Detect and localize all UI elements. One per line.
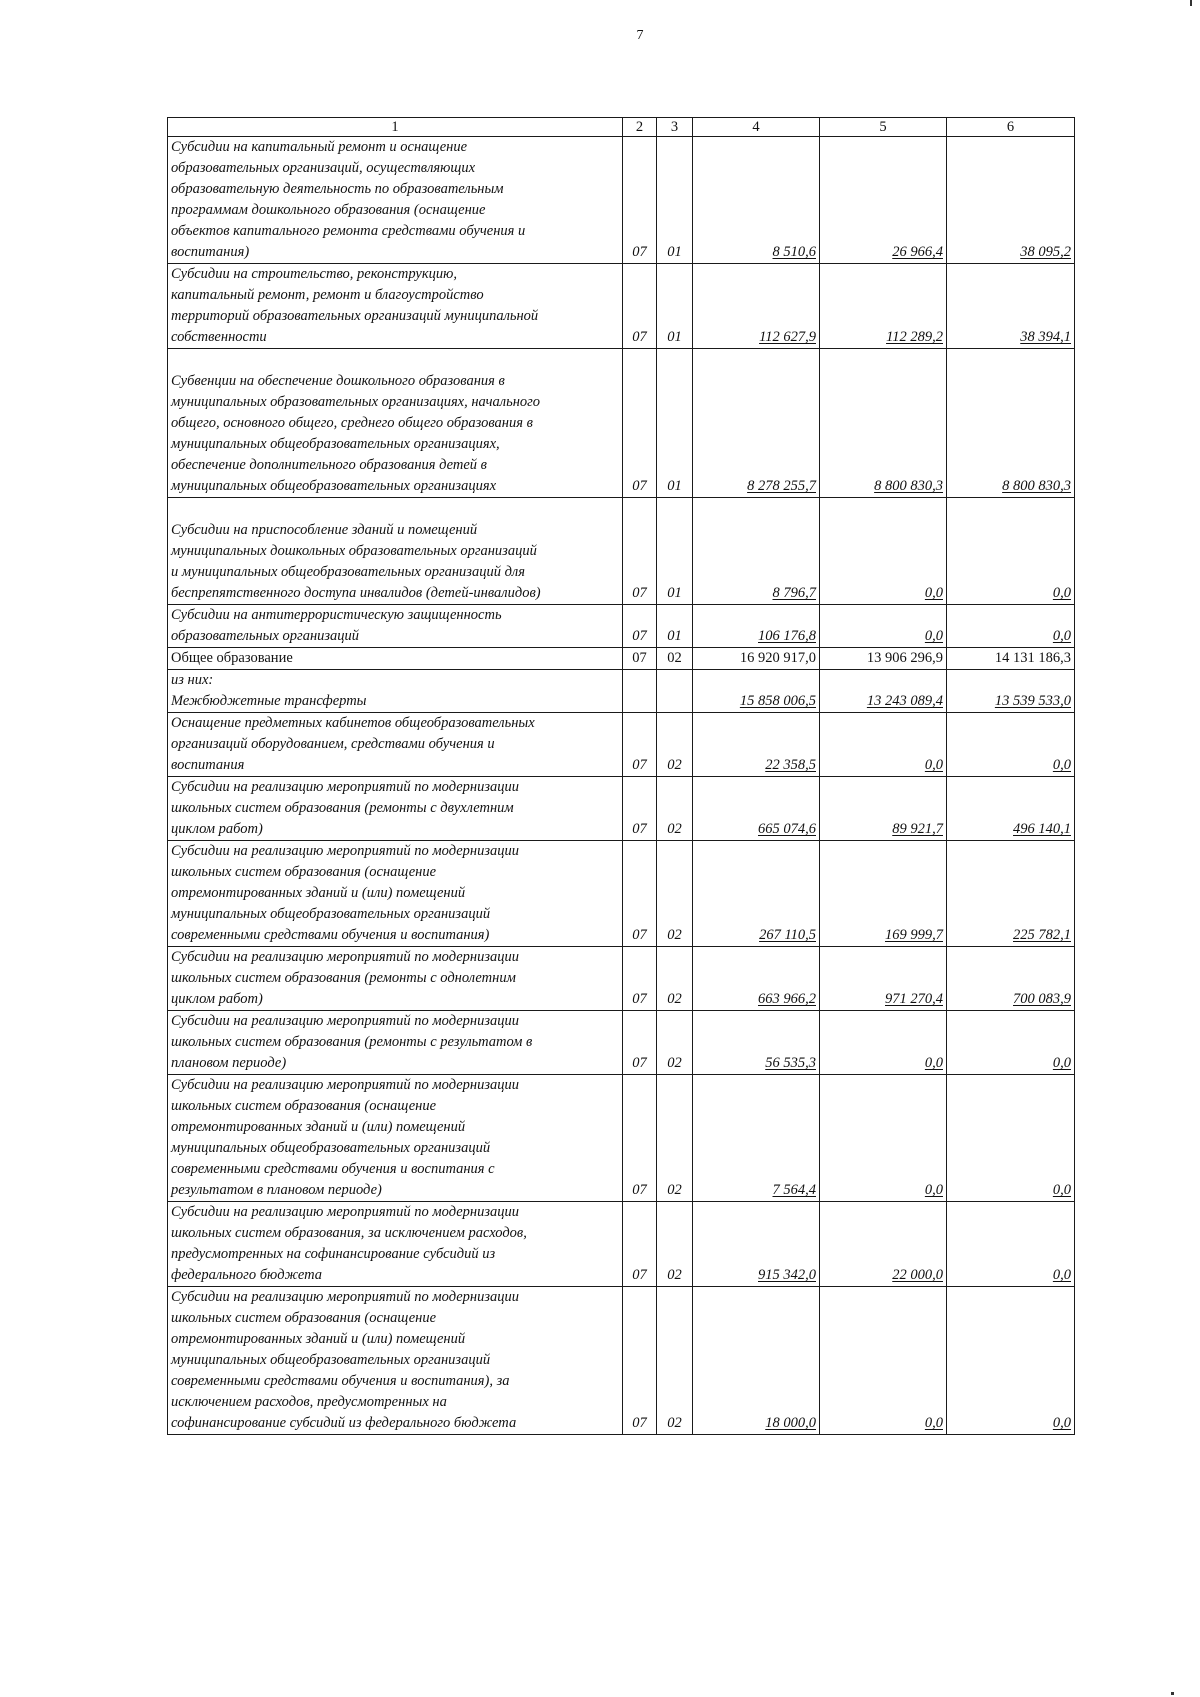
row-value-col5: 971 270,4 xyxy=(820,947,947,1011)
page-number: 7 xyxy=(636,28,644,43)
row-section-code: 07 xyxy=(623,1011,657,1075)
row-value-col5: 0,0 xyxy=(820,498,947,605)
row-section-code: 07 xyxy=(623,841,657,947)
row-subsection-code: 02 xyxy=(657,1202,693,1287)
row-subsection-code: 02 xyxy=(657,1075,693,1202)
row-name-cell: Субсидии на приспособление зданий и помещений муниципальных дошкольных образовательных организаций и муниципальных общеобразовательных организаций для беспрепятственного доступа инвалидов (детей-инвалидов) xyxy=(168,498,623,605)
row-value-col4: 915 342,0 xyxy=(693,1202,820,1287)
header-cell-4: 4 xyxy=(693,118,820,137)
scan-mark-bottom xyxy=(1171,1692,1174,1695)
row-value-col5: 89 921,7 xyxy=(820,777,947,841)
table-row xyxy=(168,498,1075,605)
row-value-col5: 0,0 xyxy=(820,1075,947,1202)
row-name-cell: Субсидии на строительство, реконструкцию, капитальный ремонт, ремонт и благоустройство территорий образовательных организаций муниципальной собственности xyxy=(168,264,623,349)
row-value-col5: 8 800 830,3 xyxy=(820,349,947,498)
table-row xyxy=(168,137,1075,264)
row-value-col4: 112 627,9 xyxy=(693,264,820,349)
row-value-col6: 496 140,1 xyxy=(947,777,1075,841)
row-value-col5: 22 000,0 xyxy=(820,1202,947,1287)
row-section-code: 07 xyxy=(623,1287,657,1435)
row-value-col4: 18 000,0 xyxy=(693,1287,820,1435)
row-subsection-code: 01 xyxy=(657,605,693,648)
row-subsection-code: 02 xyxy=(657,648,693,670)
table-row xyxy=(168,1202,1075,1287)
scan-mark-top xyxy=(1190,0,1192,6)
row-subsection-code: 02 xyxy=(657,1011,693,1075)
row-subsection-code xyxy=(657,670,693,713)
table-row xyxy=(168,713,1075,777)
row-value-col6: 0,0 xyxy=(947,1011,1075,1075)
row-name-cell: Субсидии на реализацию мероприятий по модернизации школьных систем образования (ремонты с результатом в плановом периоде) xyxy=(168,1011,623,1075)
row-value-col6: 0,0 xyxy=(947,1202,1075,1287)
row-name-cell: Субвенции на обеспечение дошкольного образования в муниципальных образовательных организациях, начального общего, основного общего, среднего общего образования в муниципальных общеобразовательных организациях, обеспечение дополнительного образования детей в муниципальных общеобразовательных организациях xyxy=(168,349,623,498)
row-subsection-code: 01 xyxy=(657,498,693,605)
row-subsection-code: 01 xyxy=(657,264,693,349)
row-value-col6: 0,0 xyxy=(947,498,1075,605)
row-value-col4: 8 510,6 xyxy=(693,137,820,264)
row-value-col5: 112 289,2 xyxy=(820,264,947,349)
header-cell-3: 3 xyxy=(657,118,693,137)
table-row xyxy=(168,605,1075,648)
row-value-col6: 0,0 xyxy=(947,1287,1075,1435)
row-name-cell: Оснащение предметных кабинетов общеобразовательных организаций оборудованием, средствами обучения и воспитания xyxy=(168,713,623,777)
row-subsection-code: 02 xyxy=(657,713,693,777)
row-value-col6: 14 131 186,3 xyxy=(947,648,1075,670)
row-value-col5: 169 999,7 xyxy=(820,841,947,947)
table-row xyxy=(168,777,1075,841)
row-section-code: 07 xyxy=(623,498,657,605)
row-section-code: 07 xyxy=(623,648,657,670)
row-value-col4: 663 966,2 xyxy=(693,947,820,1011)
row-section-code: 07 xyxy=(623,264,657,349)
table-row xyxy=(168,648,1075,670)
row-value-col6: 700 083,9 xyxy=(947,947,1075,1011)
row-value-col4: 8 796,7 xyxy=(693,498,820,605)
header-cell-6: 6 xyxy=(947,118,1075,137)
row-value-col4: 267 110,5 xyxy=(693,841,820,947)
row-subsection-code: 02 xyxy=(657,947,693,1011)
row-value-col6: 13 539 533,0 xyxy=(947,670,1075,713)
row-section-code: 07 xyxy=(623,605,657,648)
row-section-code: 07 xyxy=(623,1075,657,1202)
row-section-code xyxy=(623,670,657,713)
row-value-col4: 22 358,5 xyxy=(693,713,820,777)
row-name-cell: Субсидии на реализацию мероприятий по модернизации школьных систем образования (ремонты с однолетним циклом работ) xyxy=(168,947,623,1011)
table-row xyxy=(168,670,1075,713)
row-value-col6: 38 095,2 xyxy=(947,137,1075,264)
row-name-cell: из них: Межбюджетные трансферты xyxy=(168,670,623,713)
row-name-cell: Субсидии на реализацию мероприятий по модернизации школьных систем образования, за исключением расходов, предусмотренных на софинансирование субсидий из федерального бюджета xyxy=(168,1202,623,1287)
row-subsection-code: 01 xyxy=(657,349,693,498)
row-value-col5: 13 906 296,9 xyxy=(820,648,947,670)
row-value-col4: 665 074,6 xyxy=(693,777,820,841)
row-section-code: 07 xyxy=(623,777,657,841)
row-value-col4: 106 176,8 xyxy=(693,605,820,648)
row-section-code: 07 xyxy=(623,713,657,777)
row-subsection-code: 02 xyxy=(657,841,693,947)
row-name-cell: Субсидии на реализацию мероприятий по модернизации школьных систем образования (оснащение отремонтированных зданий и (или) помещений муниципальных общеобразовательных организаций современными средствами обучения и воспитания), за исключением расходов, предусмотренных на софинансирование субсидий из федерального бюджета xyxy=(168,1287,623,1435)
row-value-col6: 0,0 xyxy=(947,605,1075,648)
row-subsection-code: 02 xyxy=(657,777,693,841)
row-section-code: 07 xyxy=(623,137,657,264)
row-name-cell: Субсидии на антитеррористическую защищенность образовательных организаций xyxy=(168,605,623,648)
row-value-col4: 15 858 006,5 xyxy=(693,670,820,713)
table-row xyxy=(168,349,1075,498)
row-value-col5: 0,0 xyxy=(820,1011,947,1075)
row-section-code: 07 xyxy=(623,1202,657,1287)
row-value-col5: 0,0 xyxy=(820,713,947,777)
row-subsection-code: 01 xyxy=(657,137,693,264)
row-section-code: 07 xyxy=(623,947,657,1011)
row-name-cell: Субсидии на реализацию мероприятий по модернизации школьных систем образования (ремонты с двухлетним циклом работ) xyxy=(168,777,623,841)
table-row xyxy=(168,1011,1075,1075)
header-row xyxy=(168,118,1075,137)
row-name-cell: Общее образование xyxy=(168,648,623,670)
row-value-col4: 8 278 255,7 xyxy=(693,349,820,498)
row-value-col5: 13 243 089,4 xyxy=(820,670,947,713)
row-value-col6: 225 782,1 xyxy=(947,841,1075,947)
row-value-col4: 7 564,4 xyxy=(693,1075,820,1202)
budget-table xyxy=(167,117,1075,1435)
row-value-col4: 56 535,3 xyxy=(693,1011,820,1075)
table-row xyxy=(168,1075,1075,1202)
table-row xyxy=(168,264,1075,349)
row-value-col4: 16 920 917,0 xyxy=(693,648,820,670)
row-value-col6: 0,0 xyxy=(947,1075,1075,1202)
row-section-code: 07 xyxy=(623,349,657,498)
header-cell-1: 1 xyxy=(168,118,623,137)
row-name-cell: Субсидии на реализацию мероприятий по модернизации школьных систем образования (оснащение отремонтированных зданий и (или) помещений муниципальных общеобразовательных организаций современными средствами обучения и воспитания с результатом в плановом периоде) xyxy=(168,1075,623,1202)
row-value-col6: 38 394,1 xyxy=(947,264,1075,349)
table-row xyxy=(168,947,1075,1011)
row-value-col6: 8 800 830,3 xyxy=(947,349,1075,498)
row-value-col6: 0,0 xyxy=(947,713,1075,777)
row-subsection-code: 02 xyxy=(657,1287,693,1435)
row-name-cell: Субсидии на реализацию мероприятий по модернизации школьных систем образования (оснащение отремонтированных зданий и (или) помещений муниципальных общеобразовательных организаций современными средствами обучения и воспитания) xyxy=(168,841,623,947)
row-name-cell: Субсидии на капитальный ремонт и оснащение образовательных организаций, осуществляющих образовательную деятельность по образовательным программам дошкольного образования (оснащение объектов капитального ремонта средствами обучения и воспитания) xyxy=(168,137,623,264)
header-cell-2: 2 xyxy=(623,118,657,137)
row-value-col5: 0,0 xyxy=(820,1287,947,1435)
header-cell-5: 5 xyxy=(820,118,947,137)
row-value-col5: 26 966,4 xyxy=(820,137,947,264)
table-row xyxy=(168,1287,1075,1435)
row-value-col5: 0,0 xyxy=(820,605,947,648)
table-row xyxy=(168,841,1075,947)
